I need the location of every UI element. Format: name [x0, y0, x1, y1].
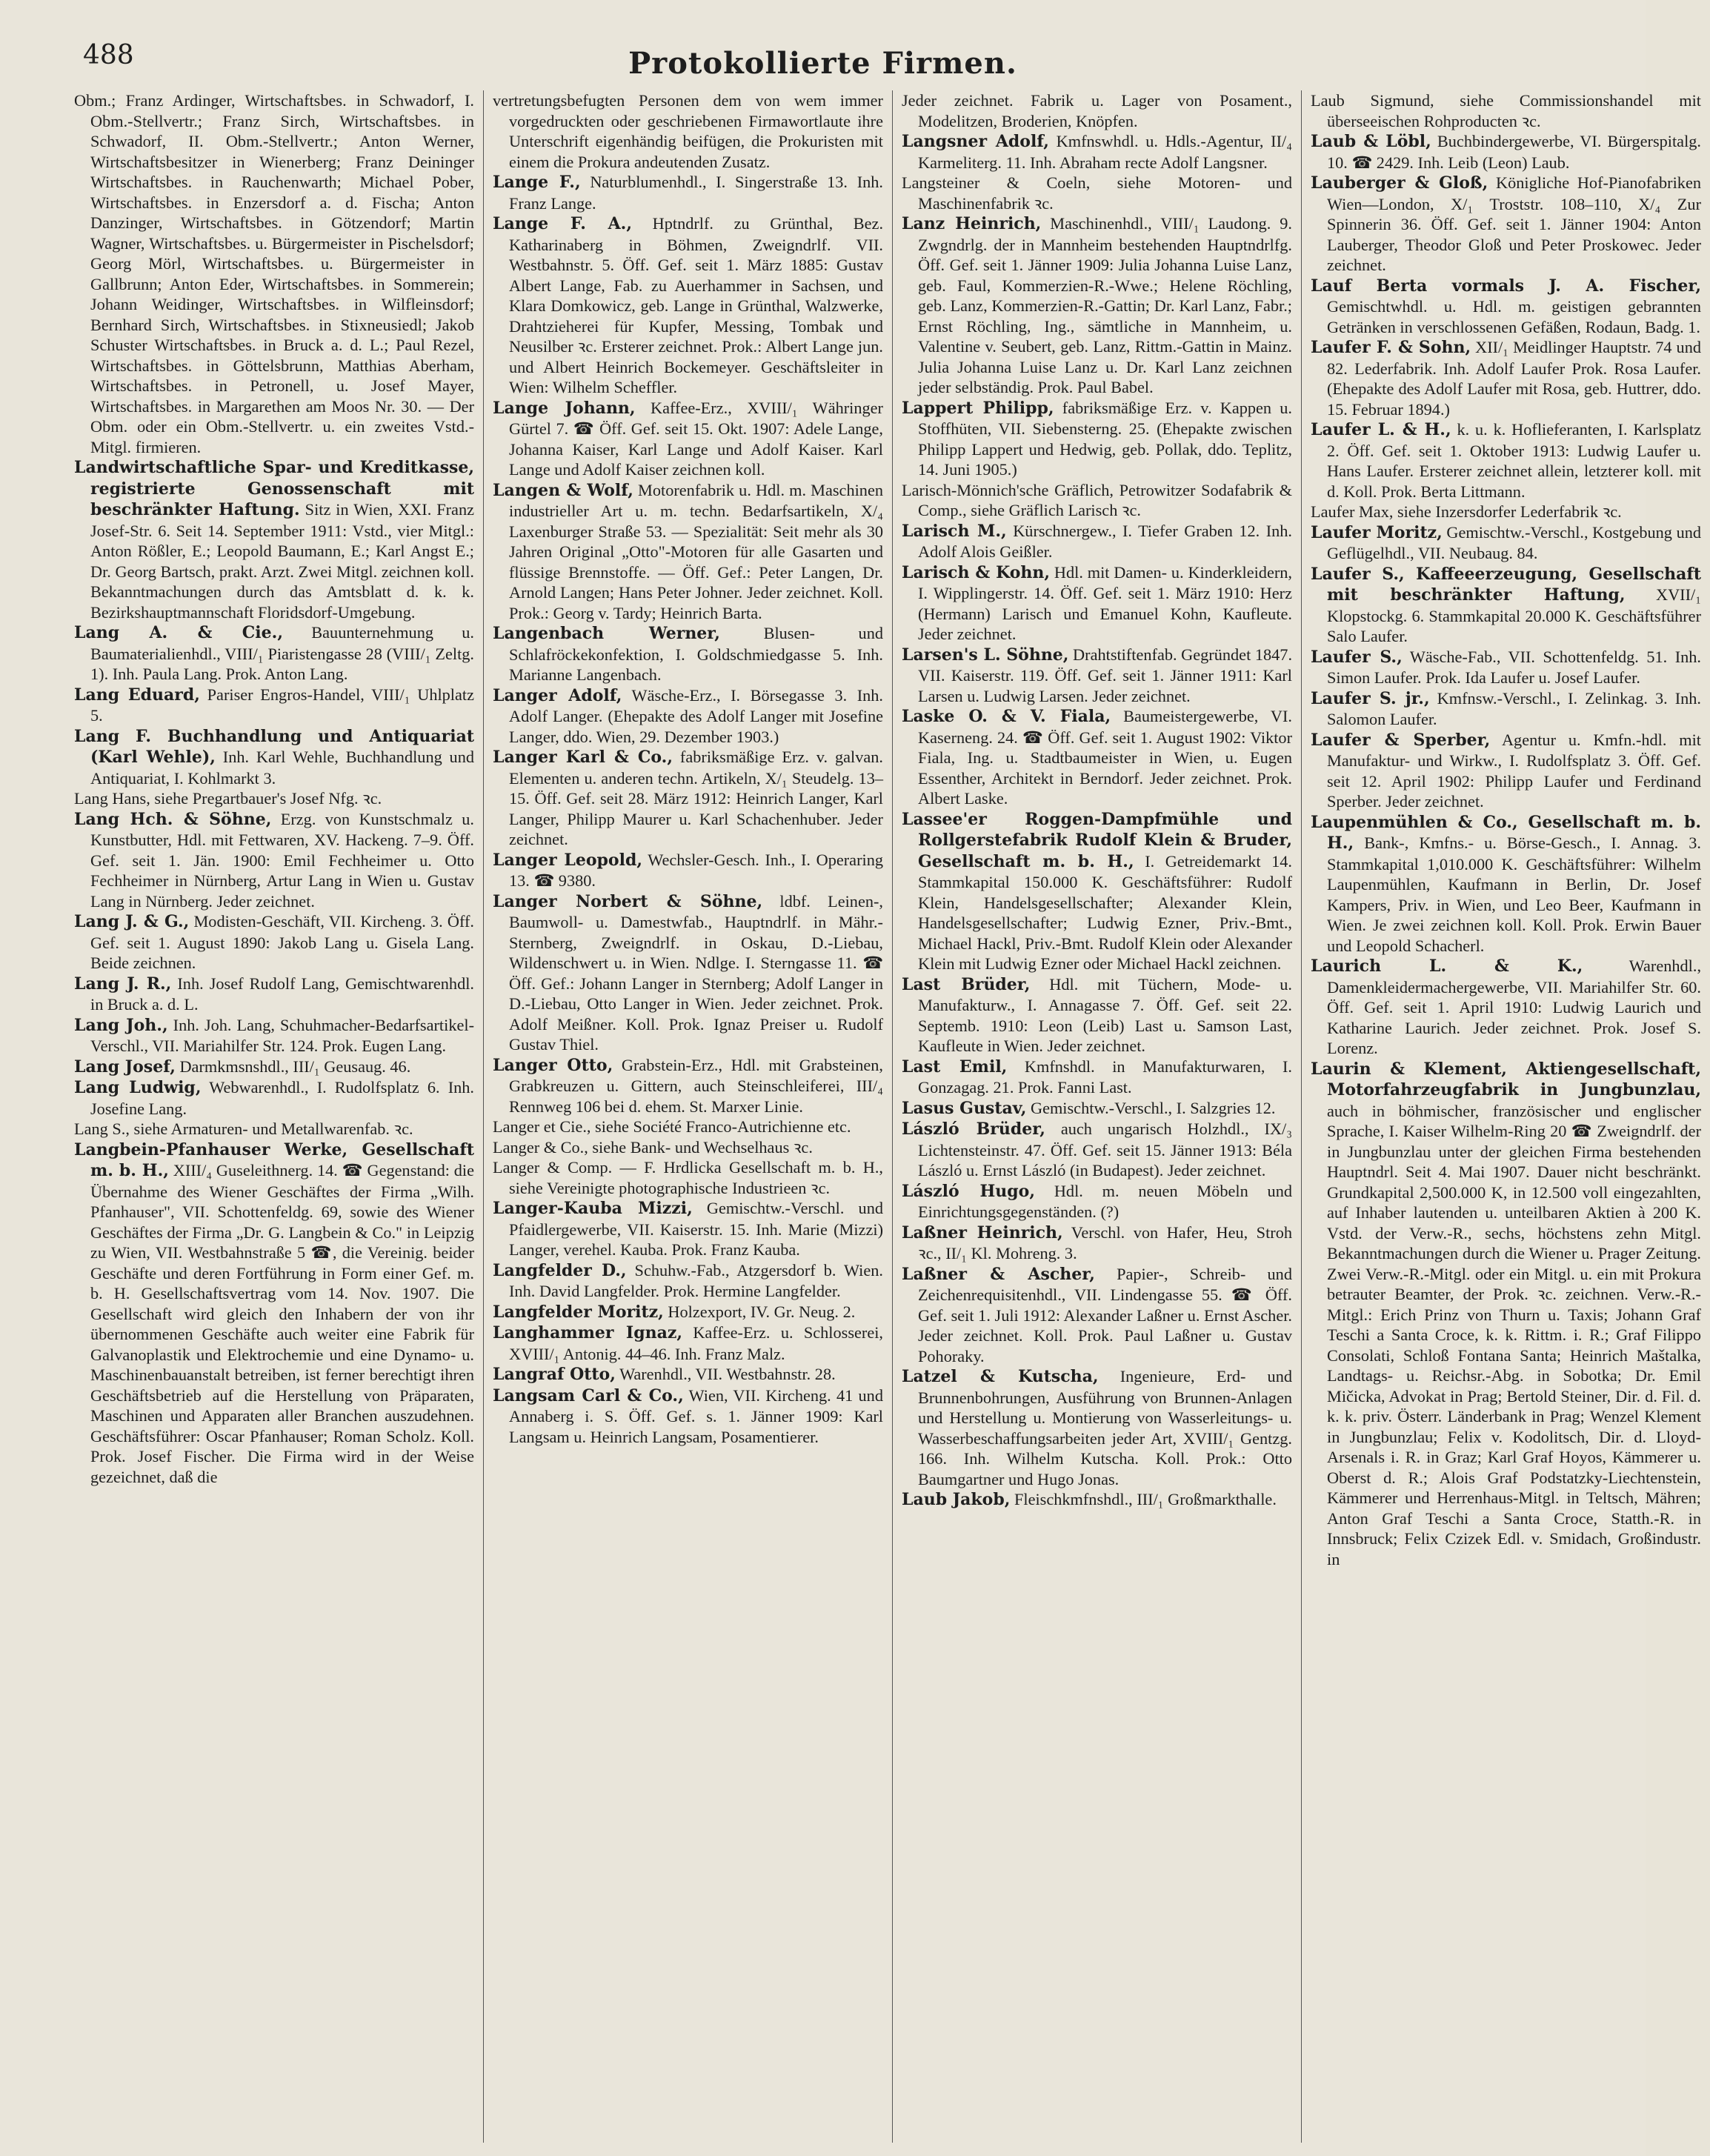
column-4 [1301, 90, 1710, 2143]
firm-name: Lang Eduard, [74, 685, 200, 705]
entry-text: Laub Sigmund, siehe Commissionshandel mit überseeischen Rohproducten ꝛc. [1311, 91, 1701, 130]
entry-text: auch in böhmischer, französischer und englischer Sprache, I. Kaiser Wilhelm-Ring 20 ☎ Zweigndrlf. der in Jungbunzlau unter der gleichen Firma bestehenden Hauptndrl. Seit 4. Mai 1907. Dauer nicht beschränkt. Grundkapital 2,500.000 K, in 12.500 voll eingezahlten, auf Inhaber lautenden u. unteilbaren Aktien à 200 K. Vstd. der Verw.-R., sechs, höchstens zehn Mitgl. Bekanntmachungen durch die Wiener u. Prager Zeitung. Zwei Verw.-R.-Mitgl. oder ein Mitgl. u. ein mit Prokura betrauter Beamter, der Prok. ꝛc. zeichnen. Verw.-R.-Mitgl.: Erich Prinz von Thurn u. Taxis; Johann Graf Teschi a Santa Croce, k. k. Rittm. i. R.; Graf Filippo Consolati, Schloß Fontana Santa; Heinrich Maštalka, Landtags- u. Reichsr.-Abg. in Sobotka; Dr. Emil Mičicka, Advokat in Prag; Bertold Steiner, Dir. d. Fil. d. k. k. priv. Österr. Länderbank in Prag; Wenzel Klement in Jungbunzlau; Felix v. Kodolitsch, Dir. d. Lloyd-Arsenals i. R. in Graz; Karl Graf Hoyos, Kämmerer u. Oberst d. R.; Alois Graf Podstatzky-Liechtenstein, Kämmerer und Herrenhaus-Mitgl. in Teltsch, Mähren; Anton Graf Teschi a Santa Croce, Statth.-R. in Innsbruck; Felix Czizek Edl. v. Smidach, Großindustr. in [1327, 1101, 1701, 1568]
entry-text: Drahtstiftenfab. Gegründet 1847. VII. Kaiserstr. 119. Öff. Gef. seit 1. Jänner 1911: Karl Larsen u. Ludwig Larsen. Jeder zeichnet. [918, 645, 1293, 705]
directory-entry [902, 131, 1292, 173]
directory-entry [493, 1157, 883, 1198]
directory-entry [902, 1366, 1292, 1489]
entry-text: Motorenfabrik u. Hdl. m. Maschinen industrieller Art u. m. techn. Bedarfsartikeln, X/₄ Laxenburger Straße 53. — Spezialität: Seit mehr als 30 Jahren Original „Otto"-Motoren für alle Gasarten und flüssige Brennstoffe. — Öff. Gef.: Peter Langen, Dr. Arnold Langen; Hans Peter Johner. Jeder zeichnet. Koll. Prok.: Georg v. Tardy; Heinrich Barta. [509, 480, 883, 622]
entry-text: Wäsche-Erz., I. Börsegasse 3. Inh. Adolf Langer. (Ehepakte des Adolf Langer mit Josefine Langer, ddo. Wien, 29. Dezember 1903.) [509, 685, 883, 746]
directory-entry [1311, 647, 1701, 688]
firm-name: Laufer S., Kaffeeerzeugung, Gesellschaft mit beschränkter Haftung, [1311, 564, 1701, 605]
firm-name: Langfelder Moritz, [493, 1302, 664, 1322]
directory-entry [74, 90, 474, 457]
directory-entry [1311, 564, 1701, 647]
directory-entry [1311, 522, 1701, 564]
entry-text: Hptndrlf. zu Grünthal, Bez. Katharinaberg in Böhmen, Zweigndrlf. VII. Westbahnstr. 5. Öff. Gef. seit 1. März 1885: Gustav Albert Lange, Fab. zu Auerhammer in Sachsen, und Klara Domkowicz, geb. Lange in Grünthal, Walzwerke, Drahtzieherei für Kupfer, Messing, Tombak und Neusilber ꝛc. Ersterer zeichnet. Prok.: Albert Lange jun. und Albert Heinrich Bockemeyer. Geschäftsleiter in Wien: Wilhelm Scheffler. [509, 214, 884, 396]
firm-name: Lappert Philipp, [902, 398, 1054, 418]
entry-text: fabriksmäßige Erz. v. galvan. Elementen u. anderen techn. Artikeln, X/₁ Steudelg. 13–15. Öff. Gef. seit 28. März 1912: Heinrich Langer, Karl Langer, Philipp Maurer u. Karl Schachenhuber. Jeder zeichnet. [509, 748, 884, 848]
firm-name: Laurich L. & K., [1311, 956, 1583, 976]
directory-entry [902, 521, 1292, 562]
entry-text: vertretungsbefugten Personen dem von wem immer vorgedruckten oder geschriebenen Firmawortlaute ihre Unterschrift eigenhändig beifügen, die Prokuristen mit einem die Prokura andeutenden Zusatz. [493, 91, 883, 171]
directory-entry [493, 623, 883, 685]
entry-text: Hdl. mit Damen- u. Kinderkleidern, I. Wipplingerstr. 14. Öff. Gef. seit 1. März 1910: Herz (Hermann) Larisch und Emanuel Kohn, Kaufleute. Jeder zeichnet. [918, 562, 1292, 643]
entry-text: Kmfnsw.-Verschl., I. Zelinkag. 3. Inh. Salomon Laufer. [1327, 688, 1702, 728]
entry-text: Hdl. m. neuen Möbeln und Einrichtungsgegenständen. (?) [918, 1181, 1293, 1221]
firm-name: Lange F. A., [493, 214, 632, 233]
directory-entry [493, 1322, 883, 1364]
firm-name: Langer Leopold, [493, 850, 642, 870]
entry-text: Jeder zeichnet. Fabrik u. Lager von Posament., Modelitzen, Broderien, Knöpfen. [902, 91, 1292, 130]
entry-text: Obm.; Franz Ardinger, Wirtschaftsbes. in Schwadorf, I. Obm.-Stellvertr.; Franz Sirch, Wirtschaftsbes. in Schwadorf, II. Obm.-Stellvertr.; Anton Werner, Wirtschaftsbesitzer in Wienerberg; Franz Deininger Wirtschaftsbes. in Rauchenwarth; Michael Pober, Wirtschaftsbes. in Enzersdorf a. d. Fischa; Anton Danzinger, Wirtschaftsbes. in Götzendorf; Martin Wagner, Wirtschaftsbes. u. Bürgermeister in Pischelsdorf; Georg Mörl, Wirtschaftsbes. u. Bürgermeister in Gallbrunn; Anton Eder, Wirtschaftsbes. in Sommerein; Johann Weidinger, Wirtschaftsbes. in Wilfleinsdorf; Bernhard Sirch, Wirtschaftsbes. in Stixneusiedl; Jakob Schuster Wirtschaftsbes. in Bruck a. d. L.; Paul Rezel, Wirtschaftsbes. in Göttelsbrunn, Matthias Aberham, Wirtschaftsbes. in Petronell, u. Josef Mayer, Wirtschaftsbes. in Margarethen am Moos Nr. 30. — Der Obm. oder ein Obm.-Stellvertr. u. ein zweites Vstd.-Mitgl. firmieren. [74, 91, 474, 456]
directory-entry [902, 213, 1292, 398]
directory-entry [493, 1364, 883, 1385]
directory-entry [74, 809, 474, 912]
directory-entry [902, 1264, 1292, 1367]
directory-entry [74, 788, 474, 809]
firm-name: Langraf Otto, [493, 1365, 616, 1384]
directory-entry [902, 562, 1292, 645]
directory-entry [493, 891, 883, 1055]
firm-name: Laufer L. & H., [1311, 420, 1451, 439]
directory-entry [902, 1057, 1292, 1098]
entry-text: Pariser Engros-Handel, VIII/₁ Uhlplatz 5. [90, 685, 474, 725]
entry-text: ldbf. Leinen-, Baumwoll- u. Damestwfab., Hauptndrlf. in Mähr.-Sternberg, Zweigndrlf. in Oskau, D.-Liebau, Wildenschwert u. in Wien. Ndlge. I. Sterngasse 11. ☎ Öff. Gef.: Johann Langer in Sternberg; Adolf Langer in D.-Liebau, Otto Langer in Wien. Jeder zeichnet. Prok. Adolf Meißner. Koll. Prok. Ignaz Preiser u. Rudolf Gustav Thiel. [509, 891, 883, 1054]
entry-text: Papier-, Schreib- und Zeichenrequisitenhdl., VII. Lindengasse 55. ☎ Öff. Gef. seit 1. Juli 1912: Alexander Laßner u. Ernst Ascher. Jeder zeichnet. Koll. Prok. Paul Laßner u. Gustav Pohoraky. [918, 1264, 1292, 1365]
entry-text: Verschl. von Hafer, Heu, Stroh ꝛc., II/₁ Kl. Mohreng. 3. [918, 1222, 1292, 1262]
entry-text: Gemischtw.-Verschl., Kostgebung und Geflügelhdl., VII. Neubaug. 84. [1327, 522, 1702, 562]
firm-name: Laßner Heinrich, [902, 1222, 1063, 1242]
directory-entry [74, 622, 474, 685]
firm-name: Lang Hch. & Söhne, [74, 809, 272, 829]
entry-text: Laufer Max, siehe Inzersdorfer Lederfabrik ꝛc. [1311, 502, 1622, 521]
firm-name: Lauberger & Gloß, [1311, 173, 1488, 193]
entry-text: Blusen- und Schlafröckekonfektion, I. Goldschmiedgasse 5. Inh. Marianne Langenbach. [509, 624, 883, 684]
firm-name: Lange F., [493, 173, 581, 192]
directory-entry [902, 1222, 1292, 1264]
directory-entry [1311, 276, 1701, 338]
directory-entry [493, 1302, 883, 1323]
firm-name: Laub & Löbl, [1311, 132, 1431, 151]
entry-text: Bank-, Kmfns.- u. Börse-Gesch., I. Annag. 3. Stammkapital 1,010.000 K. Geschäftsführer: Wilhelm Laupenmühlen, Kaufmann in Berlin, Dr. Josef Kampers, Priv. in Wien, und Leo Beer, Kaufmann in Wien. Je zwei zeichnen koll. Koll. Prok. Erwin Bauer und Leopold Schacherl. [1327, 834, 1702, 955]
entry-text: Langsteiner & Coeln, siehe Motoren- und Maschinenfabrik ꝛc. [902, 173, 1292, 213]
firm-name: Larsen's L. Söhne, [902, 645, 1069, 665]
entry-text: Holzexport, IV. Gr. Neug. 2. [668, 1302, 856, 1321]
firm-name: László Hugo, [902, 1181, 1036, 1201]
directory-entry [902, 480, 1292, 521]
entry-text: Webwarenhdl., I. Rudolfsplatz 6. Inh. Josefine Lang. [90, 1078, 474, 1118]
firm-name: Langfelder D., [493, 1260, 627, 1280]
entry-text: Wäsche-Fab., VII. Schottenfeldg. 51. Inh. Simon Laufer. Prok. Ida Laufer u. Josef Laufer. [1327, 647, 1701, 687]
directory-entry [74, 1077, 474, 1119]
firm-name: Lanz Heinrich, [902, 214, 1042, 233]
entry-text: Wechsler-Gesch. Inh., I. Operaring 13. ☎ 9380. [509, 850, 883, 890]
entry-text: Gemischtw.-Verschl., I. Salzgries 12. [1030, 1098, 1276, 1117]
directory-entry [902, 809, 1292, 974]
entry-text: k. u. k. Hoflieferanten, I. Karlsplatz 2. Öff. Gef. seit 1. Oktober 1913: Ludwig Laufer u. Hans Laufer. Ersterer zeichnet allein, letzterer koll. mit d. Koll. Prok. Berta Littmann. [1327, 420, 1702, 501]
entry-text: Wien, VII. Kircheng. 41 und Annaberg i. S. Öff. Gef. s. 1. Jänner 1909: Karl Langsam u. Heinrich Langsam, Posamentierer. [509, 1385, 883, 1446]
directory-entry [1311, 956, 1701, 1059]
firm-name: Landwirtschaftliche Spar- und Kreditkasse, registrierte Genossenschaft mit beschränkter Haftung. [74, 458, 474, 519]
columns [74, 90, 1702, 2143]
entry-text: Inh. Karl Wehle, Buchhandlung und Antiquariat, I. Kohlmarkt 3. [90, 748, 474, 788]
firm-name: Laufer Moritz, [1311, 522, 1443, 542]
directory-entry [493, 685, 883, 748]
entry-text: XIII/₄ Guseleithnerg. 14. ☎ Gegenstand: die Übernahme des Wiener Geschäftes der Firma „Wilh. Pfanhauser", VII. Schottenfeldg. 69, sowie des Wiener Geschäftes der Firma „Dr. G. Langbein & Co." in Leipzig zu Wien, VII. Westbahnstraße 5 ☎, die Vereinig. beider Geschäfte und deren Fortführung in Form einer Gef. m. b. H. Gesellschaftsvertrag vom 14. Nov. 1907. Die Gesellschaft wird gleich den Inhabern der von ihr übernommenen Geschäfte auch weiter eine Fabrik für Galvanoplastik und Elektrochemie und eine Dynamo- u. Maschinenbauanstalt betreiben, ist ferner berechtigt ihren Geschäftsbetrieb auf die Herstellung von Präparaten, Maschinen und Apparaten aller Branchen auszudehnen. Geschäftsführer: Oscar Pfanhauser; Roman Scholz. Koll. Prok. Josef Fischer. Die Firma wird in der Weise gezeichnet, daß die [90, 1161, 475, 1486]
directory-entry [1311, 173, 1701, 276]
directory-entry [493, 1260, 883, 1302]
entry-text: Erzg. von Kunstschmalz u. Kunstbutter, Hdl. mit Fettwaren, XV. Hackeng. 7–9. Öff. Gef. seit 1. Jän. 1900: Emil Fechheimer u. Otto Fechheimer in Nürnberg, Artur Lang in Wien u. Gustav Lang in Nürnberg. Jeder zeichnet. [90, 809, 474, 911]
directory-entry [493, 480, 883, 624]
directory-entry [902, 1119, 1292, 1181]
firm-name: Laufer & Sperber, [1311, 730, 1491, 750]
entry-text: Inh. Josef Rudolf Lang, Gemischtwarenhdl. in Bruck a. d. L. [90, 974, 474, 1014]
firm-name: Laub Jakob, [902, 1490, 1011, 1509]
directory-entry [902, 1181, 1292, 1222]
firm-name: Lassee'er Roggen-Dampfmühle und Rollgerstefabrik Rudolf Klein & Bruder, Gesellschaft m. b. H., [902, 809, 1292, 871]
firm-name: Langsam Carl & Co., [493, 1385, 684, 1405]
entry-text: Kmfnswhdl. u. Hdls.-Agentur, II/₄ Karmeliterg. 11. Inh. Abraham recte Adolf Langsner. [918, 132, 1292, 172]
page-number: 488 [83, 40, 134, 70]
entry-text: Königliche Hof-Pianofabriken Wien—London, X/₁ Troststr. 108–110, X/₄ Zur Spinnerin 36. Öff. Gef. seit 1. Jänner 1904: Anton Lauberger, Theodor Gloß und Peter Proskowec. Jeder zeichnet. [1327, 173, 1701, 274]
directory-entry [902, 645, 1292, 707]
entry-text: Langer et Cie., siehe Société Franco-Autrichienne etc. [493, 1117, 851, 1136]
directory-entry [493, 1055, 883, 1117]
firm-name: Lang Josef, [74, 1057, 176, 1077]
directory-entry [493, 398, 883, 480]
firm-name: Langsner Adolf, [902, 132, 1049, 151]
entry-text: Darmkmsnshdl., III/₁ Geusaug. 46. [179, 1057, 411, 1076]
entry-text: I. Getreidemarkt 14. Stammkapital 150.000 K. Geschäftsführer: Rudolf Klein, Handelsgesellschafter; Alexander Klein, Handelsgesellschafter; Ludwig Ezner, Priv.-Bmt., Michael Hackl, Priv.-Bmt. Rudolf Klein oder Alexander Klein mit Ludwig Ezner oder Michael Hackl zeichnen. [918, 851, 1293, 973]
entry-text: fabriksmäßige Erz. v. Kappen u. Stoffhüten, VII. Siebensterng. 25. (Ehepakte zwischen Philipp Lappert und Hedwig, geb. Pollak, ddo. Teplitz, 14. Juni 1905.) [918, 398, 1293, 479]
entry-text: Maschinenhdl., VIII/₁ Laudong. 9. Zwgndrlg. der in Mannheim bestehenden Hauptndrlfg. Öff. Gef. seit 1. Jänner 1909: Julia Johanna Luise Lanz, geb. Faul, Kommerzien-R.-Wwe.; Helene Röchling, geb. Lanz, Kommerzien-R.-Gattin; Dr. Karl Lanz, Fabr.; Ernst Röchling, Ing., sämtliche in Mannheim, u. Valentine v. Seubert, geb. Lanz, Rittm.-Gattin in Mainz. Julia Johanna Luise Lanz u. Dr. Karl Lanz zeichnen jeder selbständig. Prok. Paul Babel. [918, 214, 1292, 396]
entry-text: Gemischtw.-Verschl. und Pfaidlergewerbe, VII. Kaiserstr. 15. Inh. Marie (Mizzi) Langer, verehel. Kauba. Prok. Franz Kauba. [509, 1199, 883, 1259]
directory-entry [74, 1057, 474, 1078]
column-1 [74, 90, 483, 2143]
firm-name: Langenbach Werner, [493, 624, 720, 643]
directory-entry [74, 1119, 474, 1139]
directory-entry [74, 685, 474, 726]
entry-text: auch ungarisch Holzhdl., IX/₃ Lichtensteinstr. 47. Öff. Gef. seit 15. Jänner 1913: Béla László u. Ernst László (in Budapest). Jeder zeichnet. [918, 1119, 1292, 1180]
directory-entry [902, 173, 1292, 213]
entry-text: Lang Hans, siehe Pregartbauer's Josef Nfg. ꝛc. [74, 789, 382, 808]
firm-name: Lang A. & Cie., [74, 623, 283, 642]
firm-name: Langhammer Ignaz, [493, 1323, 682, 1342]
entry-text: Agentur u. Kmfn.-hdl. mit Manufaktur- und Wirkw., I. Rudolfsplatz 3. Öff. Gef. seit 12. April 1902: Philipp Laufer und Ferdinand Sperber. Jeder zeichnet. [1327, 730, 1701, 811]
entry-text: Inh. Joh. Lang, Schuhmacher-Bedarfsartikel-Verschl., VII. Mariahilfer Str. 124. Prok. Eugen Lang. [90, 1015, 474, 1055]
entry-text: XII/₁ Meidlinger Hauptstr. 74 und 82. Lederfabrik. Inh. Adolf Laufer Prok. Rosa Laufer. (Ehepakte des Adolf Laufer mit Rosa, geb. Huttrer, ddo. 15. Februar 1894.) [1327, 338, 1701, 419]
entry-text: Warenhdl., VII. Westbahnstr. 28. [619, 1365, 836, 1383]
entry-text: Kürschnergew., I. Tiefer Graben 12. Inh. Adolf Alois Geißler. [918, 521, 1293, 561]
entry-text: Hdl. mit Tüchern, Mode- u. Manufakturw., I. Annagasse 7. Öff. Gef. seit 22. Septemb. 1910: Leon (Leib) Last u. Samson Last, Kaufleute in Wien. Jeder zeichnet. [918, 974, 1293, 1055]
firm-name: Laupenmühlen & Co., Gesellschaft m. b. H., [1311, 812, 1701, 853]
column-2 [483, 90, 892, 2143]
directory-entry [493, 850, 883, 891]
entry-text: Baumeistergewerbe, VI. Kaserneng. 24. ☎ Öff. Gef. seit 1. August 1902: Viktor Fiala, Ing. u. Stadtbaumeister in Wien, u. Eugen Essenther, Architekt in Berndorf. Jeder zeichnet. Prok. Albert Laske. [918, 707, 1292, 808]
directory-entry [902, 1489, 1292, 1511]
firm-name: Lang Ludwig, [74, 1078, 202, 1097]
directory-entry [1311, 1059, 1701, 1570]
entry-text: Modisten-Geschäft, VII. Kircheng. 3. Öff. Gef. seit 1. August 1890: Jakob Lang u. Gisela Lang. Beide zeichnen. [90, 912, 474, 972]
firm-name: Langer Adolf, [493, 685, 622, 705]
firm-name: Laßner & Ascher, [902, 1264, 1095, 1284]
entry-text: Warenhdl., Damenkleidermachergewerbe, VII. Mariahilfer Str. 60. Öff. Gef. seit 1. April 1910: Ludwig Laurich und Katharine Laurich. Jeder zeichnet. Prok. Josef S. Lorenz. [1327, 956, 1702, 1057]
column-3 [892, 90, 1301, 2143]
firm-name: Laufer S., [1311, 647, 1403, 667]
entry-text: Grabstein-Erz., Hdl. mit Grabsteinen, Grabkreuzen u. Gittern, auch Steinschleiferei, III/₄ Rennweg 106 bei d. ehem. St. Marxer Linie. [509, 1055, 884, 1116]
firm-name: Lang F. Buchhandlung und Antiquariat (Karl Wehle), [74, 726, 474, 767]
entry-text: XVII/₁ Klopstockg. 6. Stammkapital 20.000 K. Geschäftsführer Salo Laufer. [1327, 585, 1701, 645]
firm-name: Langer Karl & Co., [493, 748, 673, 767]
directory-entry [902, 90, 1292, 131]
directory-entry [493, 1137, 883, 1158]
directory-entry [1311, 90, 1701, 131]
entry-text: Buchbindergewerbe, VI. Bürgerspitalg. 10. ☎ 2429. Inh. Leib (Leon) Laub. [1327, 132, 1701, 172]
directory-entry [493, 1117, 883, 1137]
directory-entry [493, 213, 883, 398]
directory-entry [74, 1139, 474, 1488]
entry-text: Lang S., siehe Armaturen- und Metallwarenfab. ꝛc. [74, 1119, 413, 1138]
firm-name: Lasus Gustav, [902, 1098, 1027, 1118]
entry-text: Bauunternehmung u. Baumaterialienhdl., VIII/₁ Piaristengasse 28 (VIII/₁ Zeltg. 1). Inh. Paula Lang. Prok. Anton Lang. [90, 623, 474, 683]
entry-text: Naturblumenhdl., I. Singerstraße 13. Inh. Franz Lange. [509, 173, 884, 213]
directory-entry [1311, 502, 1701, 522]
directory-entry [493, 90, 883, 172]
directory-entry [74, 726, 474, 789]
firm-name: Langer-Kauba Mizzi, [493, 1199, 693, 1218]
entry-text: Ingenieure, Erd- und Brunnenbohrungen, Ausführung von Brunnen-Anlagen und Herstellung u. Montierung von Wasserleitungs- u. Wasserbeschaffungsarbeiten jeder Art, XVIII/₁ Gentzg. 166. Inh. Wilhelm Kutscha. Koll. Prok.: Otto Baumgartner und Hugo Jonas. [918, 1367, 1292, 1488]
firm-name: Laske O. & V. Fiala, [902, 707, 1111, 726]
firm-name: Larisch M., [902, 521, 1007, 541]
directory-entry [902, 398, 1292, 480]
directory-entry [74, 974, 474, 1015]
directory-entry [74, 1015, 474, 1057]
directory-entry [1311, 688, 1701, 730]
directory-entry [902, 706, 1292, 809]
entry-text: Langer & Co., siehe Bank- und Wechselhaus ꝛc. [493, 1137, 813, 1157]
entry-text: Langer & Comp. — F. Hrdlicka Gesellschaft m. b. H., siehe Vereinigte photographische Industrieen ꝛc. [493, 1158, 883, 1197]
entry-text: Schuhw.-Fab., Atzgersdorf b. Wien. Inh. David Langfelder. Prok. Hermine Langfelder. [509, 1260, 883, 1300]
firm-name: Lange Johann, [493, 398, 636, 418]
firm-name: László Brüder, [902, 1119, 1045, 1139]
directory-entry [493, 1385, 883, 1448]
directory-entry [493, 747, 883, 850]
entry-text: Fleischkmfnshdl., III/₁ Großmarkthalle. [1014, 1490, 1277, 1508]
firm-name: Langbein-Pfanhauser Werke, Gesellschaft m. b. H., [74, 1139, 474, 1180]
firm-name: Latzel & Kutscha, [902, 1367, 1099, 1386]
directory-entry [1311, 419, 1701, 502]
firm-name: Langen & Wolf, [493, 480, 633, 500]
firm-name: Langer Norbert & Söhne, [493, 891, 763, 911]
entry-text: Kmfnshdl. in Manufakturwaren, I. Gonzagag. 21. Prok. Fanni Last. [918, 1057, 1292, 1097]
running-title: Protokollierte Firmen. [628, 46, 1017, 81]
firm-name: Last Brüder, [902, 974, 1031, 994]
directory-entry [902, 974, 1292, 1057]
directory-entry [1311, 730, 1701, 812]
firm-name: Laufer S. jr., [1311, 688, 1430, 708]
directory-entry [74, 911, 474, 974]
entry-text: Sitz in Wien, XXI. Franz Josef-Str. 6. Seit 14. September 1911: Vstd., vier Mitgl.: Anton Rößler, E.; Leopold Baumann, E.; Karl Angst E.; Dr. Georg Bartsch, prakt. Arzt. Zwei Mitgl. zeichnen koll. Bekanntmachungen durch das Amtsblatt d. k. k. Bezirkshauptmannschaft Floridsdorf-Umgebung. [90, 500, 474, 622]
directory-entry [1311, 337, 1701, 419]
entry-text: Kaffee-Erz. u. Schlosserei, XVIII/₁ Antonig. 44–46. Inh. Franz Malz. [509, 1323, 883, 1363]
directory-entry [74, 457, 474, 622]
entry-text: Kaffee-Erz., XVIII/₁ Währinger Gürtel 7. ☎ Öff. Gef. seit 15. Okt. 1907: Adele Lange, Johanna Kaiser, Karl Lange und Adolf Kaiser. Karl Lange und Adolf Kaiser zeichnen koll. [509, 398, 883, 479]
firm-name: Laufer F. & Sohn, [1311, 338, 1471, 357]
directory-entry [1311, 812, 1701, 956]
firm-name: Larisch & Kohn, [902, 562, 1051, 582]
entry-text: Gemischtwhdl. u. Hdl. m. geistigen gebrannten Getränken in verschlossenen Gefäßen, Rodaun, Badg. 1. [1327, 297, 1701, 336]
directory-entry [493, 172, 883, 213]
directory-entry [1311, 131, 1701, 173]
entry-text: Larisch-Mönnich'sche Gräflich, Petrowitzer Sodafabrik & Comp., siehe Gräflich Larisch ꝛc. [902, 480, 1292, 519]
firm-name: Lang Joh., [74, 1015, 168, 1035]
directory-entry [902, 1098, 1292, 1119]
directory-entry [493, 1198, 883, 1260]
firm-name: Lauf Berta vormals J. A. Fischer, [1311, 276, 1701, 296]
firm-name: Laurin & Klement, Aktiengesellschaft, Motorfahrzeugfabrik in Jungbunzlau, [1311, 1059, 1701, 1099]
firm-name: Lang J. R., [74, 974, 172, 994]
firm-name: Last Emil, [902, 1057, 1008, 1077]
firm-name: Langer Otto, [493, 1055, 613, 1075]
firm-name: Lang J. & G., [74, 912, 190, 931]
